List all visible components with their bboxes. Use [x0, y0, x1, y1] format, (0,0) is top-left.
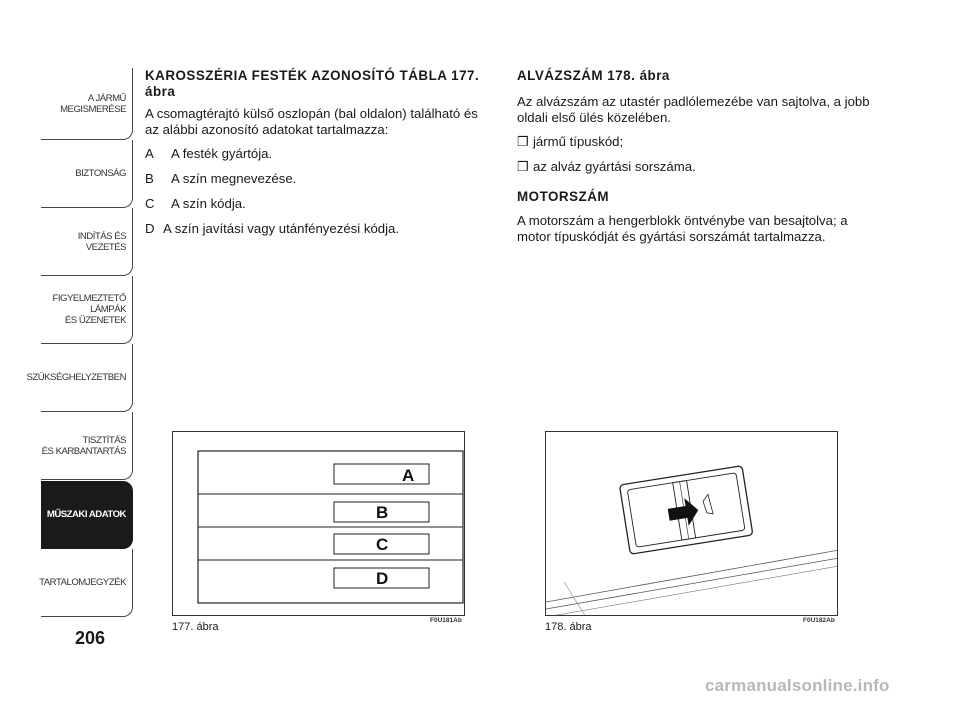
list-item: D A szín javítási vagy utánfényezési kódja.: [145, 221, 400, 236]
tab-starting-driving[interactable]: INDÍTÁS ÉS VEZETÉS: [41, 208, 133, 276]
watermark: carmanualsonline.info: [705, 676, 890, 695]
list-item: ❒ jármű típuskód;: [517, 134, 624, 149]
plate-label-b: B: [376, 503, 389, 522]
tab-maintenance[interactable]: TISZTÍTÁS ÉS KARBANTARTÁS: [41, 412, 133, 480]
chassis-number-heading: ALVÁZSZÁM 178. ábra: [517, 68, 670, 83]
figure-177-caption: 177. ábra: [172, 621, 219, 633]
figure-177-code: F0U181Ab: [430, 617, 462, 624]
paint-plate-intro: A csomagtérajtó külső oszlopán (bal oldalon) található és az alábbi azonosító adatokat tartalmazza:: [145, 106, 478, 137]
chassis-number-figure: [545, 431, 838, 616]
tab-index[interactable]: TARTALOMJEGYZÉK: [41, 549, 133, 617]
page-number: 206: [74, 628, 106, 648]
tab-vehicle-overview[interactable]: A JÁRMŰ MEGISMERÉSE: [41, 68, 133, 140]
chassis-number-text: Az alvázszám az utastér padlólemezébe van sajtolva, a jobb oldali első ülés közelében.: [517, 94, 870, 125]
paint-plate-figure: [172, 431, 465, 616]
paint-plate-heading: KAROSSZÉRIA FESTÉK AZONOSÍTÓ TÁBLA 177. ábra: [145, 68, 480, 99]
plate-label-a: A: [402, 466, 415, 485]
list-item: A A festék gyártója.: [145, 146, 273, 161]
chassis-number-illustration: [546, 432, 838, 616]
engine-number-text: A motorszám a hengerblokk öntvénybe van besajtolva; a motor típuskódját és gyártási sorszámát tartalmazza.: [517, 213, 848, 244]
tab-technical-data[interactable]: MŰSZAKI ADATOK: [41, 481, 133, 549]
chassis-engine-section: [517, 68, 877, 253]
list-item: B A szín megnevezése.: [145, 171, 297, 186]
tab-safety[interactable]: BIZTONSÁG: [41, 140, 133, 208]
paint-plate-section: [145, 68, 495, 246]
plate-label-c: C: [376, 535, 389, 554]
tab-emergency[interactable]: SZÜKSÉGHELYZETBEN: [41, 344, 133, 412]
figure-178-caption: 178. ábra: [545, 621, 592, 633]
list-item: ❒ az alváz gyártási sorszáma.: [517, 159, 696, 174]
checkbox-bullet-icon: ❒: [517, 159, 529, 174]
paint-plate-illustration: [173, 432, 465, 616]
checkbox-bullet-icon: ❒: [517, 134, 529, 149]
engine-number-heading: MOTORSZÁM: [517, 189, 610, 204]
figure-178-code: F0U182Ab: [803, 617, 835, 624]
plate-label-d: D: [376, 569, 389, 588]
tab-warning-lights[interactable]: FIGYELMEZTETŐ LÁMPÁK ÉS ÜZENETEK: [41, 276, 133, 344]
list-item: C A szín kódja.: [145, 196, 246, 211]
